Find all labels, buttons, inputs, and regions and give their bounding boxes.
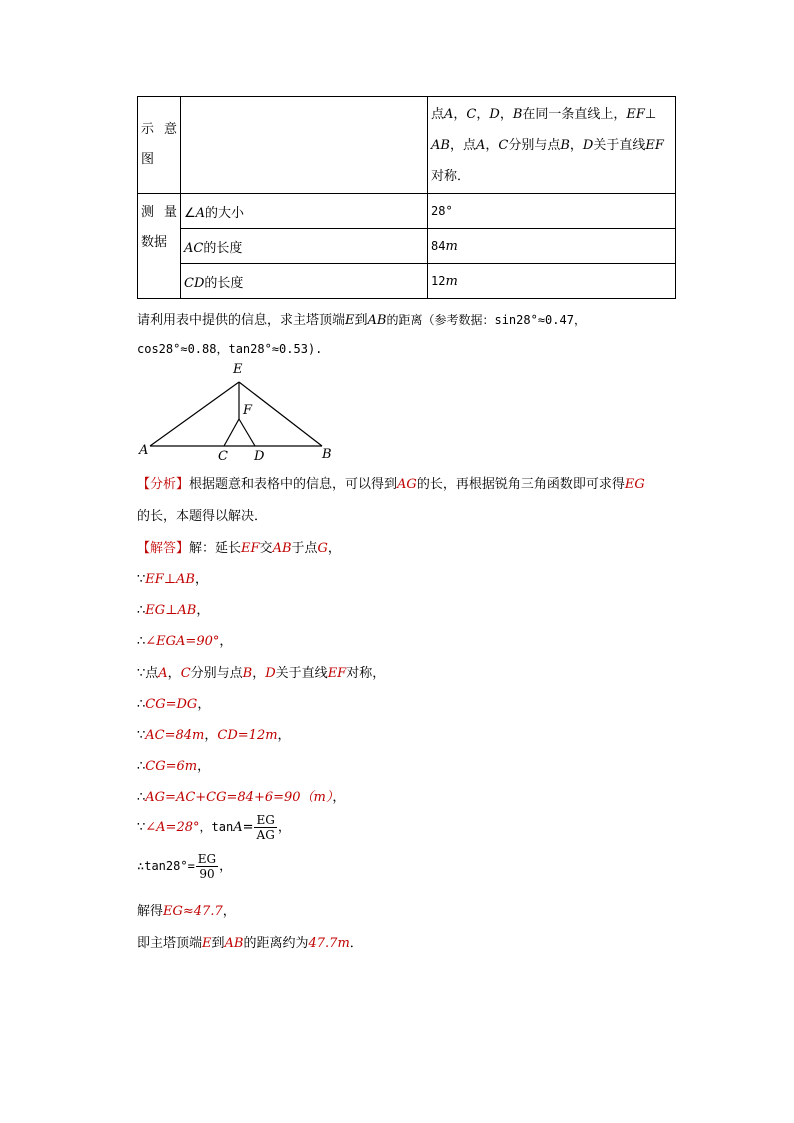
solution-text: ∴ — [137, 603, 146, 618]
header-text: 图 — [141, 152, 155, 167]
fraction-denominator: 90 — [199, 867, 215, 881]
desc-text: A — [444, 106, 454, 122]
solution-text: ， — [194, 572, 208, 587]
solution-text: ∵ — [137, 728, 146, 743]
solution-text: AG=AC+CG=84+6=90（m） — [145, 790, 333, 805]
solution-text: D — [265, 666, 276, 681]
solution-text: ， — [252, 666, 266, 681]
solution-text: 交 — [259, 541, 273, 556]
point-label-D: D — [254, 449, 265, 464]
desc-text: AB — [431, 137, 450, 153]
solution-text: AB — [224, 936, 244, 951]
solution-line-11 — [137, 900, 236, 919]
solution-text: ， — [222, 904, 236, 919]
solution-text: ， — [167, 666, 181, 681]
header-text: 意 — [163, 122, 177, 137]
question-text: E — [345, 313, 355, 328]
desc-text: ， — [476, 106, 490, 122]
solution-line-12 — [137, 932, 363, 951]
solution-line-3 — [137, 630, 232, 649]
value-ac — [428, 229, 676, 264]
desc-text: B — [512, 106, 523, 122]
point-label-C: C — [218, 449, 228, 464]
solution-line-6 — [137, 724, 291, 743]
solution-line-0 — [137, 537, 341, 556]
value-angle — [428, 194, 676, 229]
item-angle — [181, 194, 428, 229]
item-cd — [181, 264, 428, 299]
solution-text: ， — [197, 697, 211, 712]
analysis-text: EG — [624, 477, 645, 492]
desc-text: ⊥ — [644, 106, 657, 122]
fraction-eg-ag — [254, 813, 276, 842]
solution-text: A — [233, 820, 243, 835]
item-text: 的长度 — [204, 275, 244, 291]
solution-text: ， — [197, 759, 211, 774]
point-label-A: A — [139, 443, 149, 458]
desc-text: EF — [626, 106, 645, 122]
analysis-text: AG — [397, 477, 417, 492]
question-text: 到 — [354, 313, 368, 328]
desc-text: ， — [485, 137, 499, 153]
geometry-figure — [140, 362, 340, 462]
solution-text: EF — [327, 666, 347, 681]
header-measure — [138, 194, 181, 299]
solution-line-9 — [137, 813, 291, 842]
desc-text: D — [489, 106, 500, 122]
desc-text: B — [560, 137, 570, 153]
solution-text: ∴ — [137, 697, 146, 712]
solution-text: ． — [349, 936, 363, 951]
fraction-eg-90 — [196, 852, 218, 881]
solution-tag: 【解答】 — [137, 541, 190, 556]
value-text: 84 — [431, 238, 446, 253]
desc-text: ， — [453, 106, 467, 122]
desc-text: ， — [499, 106, 513, 122]
solution-text: ，tan — [199, 820, 234, 834]
desc-text: ，点 — [449, 137, 476, 153]
solution-line-4 — [137, 662, 385, 681]
value-cd — [428, 264, 676, 299]
solution-text: CG=DG — [145, 697, 198, 712]
item-text: AC — [184, 240, 204, 256]
header-text: 示 — [141, 122, 155, 137]
desc-text: 点 — [431, 106, 445, 122]
desc-text: 在同一条直线上， — [522, 106, 627, 122]
solution-text: ， — [277, 728, 291, 743]
solution-text: ∴ — [137, 759, 146, 774]
solution-line-8 — [137, 786, 345, 805]
solution-text: AB — [272, 541, 292, 556]
solution-text: ∴ — [137, 634, 146, 649]
table-row-cd — [138, 264, 676, 299]
desc-text: 对称． — [431, 168, 471, 184]
point-label-B: B — [322, 447, 332, 462]
solution-text: ∵ — [137, 572, 146, 587]
solution-line-1 — [137, 568, 208, 587]
solution-line-10 — [137, 852, 232, 881]
desc-text: C — [498, 137, 509, 153]
value-text: 12 — [431, 273, 446, 288]
solution-text: EF⊥AB — [145, 572, 195, 587]
solution-text: 对称， — [346, 666, 386, 681]
question-text: 的距离（参考数据：sin28°≈0.47， — [386, 313, 586, 327]
fraction-numerator: EG — [256, 813, 275, 827]
solution-text: EF — [241, 541, 260, 556]
solution-text: ， — [219, 859, 233, 874]
solution-text: B — [242, 666, 253, 681]
fraction-denominator: AG — [256, 828, 275, 842]
desc-text: ， — [569, 137, 583, 153]
question-line-1 — [137, 309, 586, 328]
point-label-E: E — [233, 362, 243, 377]
table-row-diagram — [138, 97, 676, 194]
item-text: ∠ — [184, 205, 196, 221]
solution-text: ， — [277, 820, 291, 835]
solution-text: ∵点 — [137, 666, 159, 681]
solution-text: ∠A=28° — [145, 820, 200, 835]
solution-text: ∴ — [137, 790, 146, 805]
desc-text: EF — [645, 137, 664, 153]
solution-text: ， — [327, 541, 341, 556]
desc-text: D — [582, 137, 594, 153]
question-text: 请利用表中提供的信息，求主塔顶端 — [137, 313, 346, 328]
item-text: A — [195, 205, 206, 221]
table-row-ac — [138, 229, 676, 264]
solution-text: ∴tan28°= — [137, 859, 195, 873]
solution-text: ， — [196, 603, 210, 618]
question-text: AB — [367, 313, 387, 328]
value-text: 28° — [431, 203, 453, 218]
analysis-tag: 【分析】 — [137, 477, 190, 492]
segment-AE — [150, 382, 239, 446]
solution-text: CG=6m — [145, 759, 198, 774]
solution-text: 的距离约为 — [243, 936, 309, 951]
item-text: 的大小 — [205, 205, 245, 221]
solution-text: E — [202, 936, 212, 951]
segment-FC — [224, 419, 239, 446]
desc-text: 关于直线 — [593, 137, 646, 153]
solution-text: EG⊥AB — [145, 603, 197, 618]
solution-line-2 — [137, 599, 209, 618]
solution-text: 47.7m — [308, 936, 350, 951]
item-ac — [181, 229, 428, 264]
info-table — [137, 96, 676, 299]
analysis-line-1 — [137, 473, 645, 492]
desc-text: 分别与点 — [508, 137, 561, 153]
segment-FD — [239, 419, 255, 446]
header-text: 量 — [163, 205, 177, 220]
solution-line-5 — [137, 693, 210, 712]
analysis-text: 的长，再根据锐角三角函数即可求得 — [416, 477, 625, 492]
solution-text: 分别与点 — [190, 666, 243, 681]
analysis-text: 根据题意和表格中的信息，可以得到 — [189, 477, 398, 492]
solution-text: ∵ — [137, 820, 146, 835]
header-text: 数据 — [141, 235, 168, 250]
solution-text: ∠EGA=90° — [145, 634, 220, 649]
item-text: 的长度 — [203, 240, 243, 256]
solution-text: = — [242, 820, 254, 835]
diagram-cell — [181, 97, 428, 194]
value-text: m — [445, 238, 458, 254]
value-text: m — [445, 273, 458, 289]
header-text: 测 — [141, 205, 155, 220]
description-cell — [428, 97, 676, 194]
desc-text: A — [475, 137, 486, 153]
question-line-2: cos28°≈0.88，tan28°≈0.53). — [137, 342, 323, 356]
solution-line-7 — [137, 755, 210, 774]
solution-text: AC=84m — [145, 728, 205, 743]
analysis-line-2: 的长，本题得以解决． — [137, 509, 268, 524]
fraction-numerator: EG — [197, 852, 217, 866]
solution-text: CD=12m — [217, 728, 278, 743]
item-text: CD — [184, 275, 205, 291]
desc-text: C — [466, 106, 477, 122]
solution-text: G — [317, 541, 328, 556]
solution-text: 即主塔顶端 — [137, 936, 203, 951]
solution-text: 解：延长 — [189, 541, 242, 556]
solution-text: EG≈47.7 — [163, 904, 223, 919]
point-label-F: F — [243, 403, 253, 418]
solution-text: A — [158, 666, 168, 681]
solution-text: ， — [219, 634, 233, 649]
solution-text: ， — [204, 728, 218, 743]
solution-text: C — [180, 666, 191, 681]
table-row-angle — [138, 194, 676, 229]
header-diagram — [138, 97, 181, 194]
solution-text: ， — [332, 790, 346, 805]
solution-text: 到 — [211, 936, 225, 951]
solution-text: 解得 — [137, 904, 164, 919]
solution-text: 于点 — [291, 541, 318, 556]
solution-text: 关于直线 — [275, 666, 328, 681]
